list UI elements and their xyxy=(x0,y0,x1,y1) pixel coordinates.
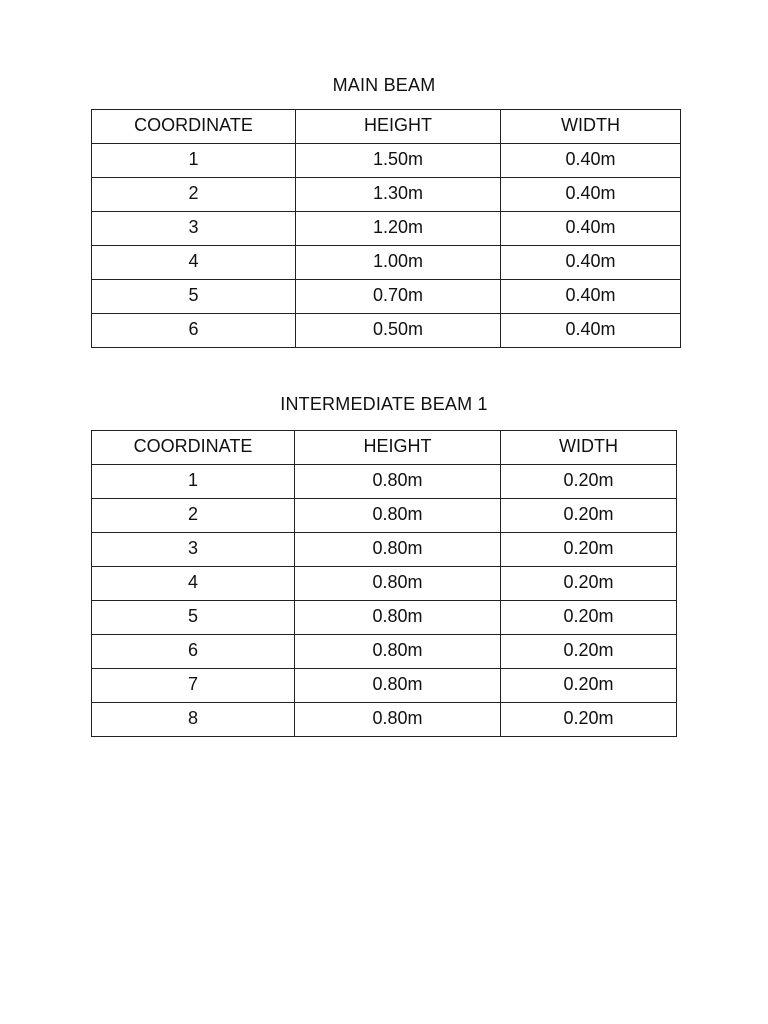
table-row xyxy=(92,601,677,635)
width-cell: 0.20m xyxy=(501,533,677,567)
table-row xyxy=(92,465,677,499)
width-cell: 0.40m xyxy=(501,178,681,212)
height-cell: 1.30m xyxy=(296,178,501,212)
coordinate-cell: 6 xyxy=(92,635,295,669)
column-header-coordinate: COORDINATE xyxy=(92,431,295,465)
table-row xyxy=(92,144,681,178)
height-cell: 0.80m xyxy=(295,635,501,669)
coordinate-cell: 4 xyxy=(92,567,295,601)
height-cell: 0.80m xyxy=(295,601,501,635)
coordinate-cell: 1 xyxy=(92,144,296,178)
height-cell: 1.00m xyxy=(296,246,501,280)
height-cell: 0.80m xyxy=(295,669,501,703)
coordinate-cell: 3 xyxy=(92,212,296,246)
width-cell: 0.20m xyxy=(501,567,677,601)
table-header-row xyxy=(92,431,677,465)
height-cell: 0.70m xyxy=(296,280,501,314)
table-row xyxy=(92,212,681,246)
height-cell: 1.20m xyxy=(296,212,501,246)
column-header-width: WIDTH xyxy=(501,431,677,465)
height-cell: 0.80m xyxy=(295,499,501,533)
table-row xyxy=(92,178,681,212)
column-header-width: WIDTH xyxy=(501,110,681,144)
width-cell: 0.40m xyxy=(501,314,681,348)
height-cell: 0.80m xyxy=(295,465,501,499)
width-cell: 0.20m xyxy=(501,635,677,669)
coordinate-cell: 7 xyxy=(92,669,295,703)
coordinate-cell: 3 xyxy=(92,533,295,567)
table-row xyxy=(92,246,681,280)
width-cell: 0.40m xyxy=(501,246,681,280)
coordinate-cell: 2 xyxy=(92,178,296,212)
table-row xyxy=(92,280,681,314)
intermediate-beam-table xyxy=(91,430,677,737)
main-beam-title: MAIN BEAM xyxy=(332,75,436,95)
height-cell: 0.80m xyxy=(295,567,501,601)
height-cell: 1.50m xyxy=(296,144,501,178)
width-cell: 0.20m xyxy=(501,601,677,635)
table-row xyxy=(92,533,677,567)
width-cell: 0.40m xyxy=(501,212,681,246)
height-cell: 0.80m xyxy=(295,703,501,737)
column-header-height: HEIGHT xyxy=(295,431,501,465)
column-header-coordinate: COORDINATE xyxy=(92,110,296,144)
intermediate-beam-title: INTERMEDIATE BEAM 1 xyxy=(280,394,488,414)
coordinate-cell: 6 xyxy=(92,314,296,348)
width-cell: 0.40m xyxy=(501,280,681,314)
main-beam-table xyxy=(91,109,681,348)
width-cell: 0.20m xyxy=(501,465,677,499)
coordinate-cell: 5 xyxy=(92,601,295,635)
width-cell: 0.20m xyxy=(501,669,677,703)
table-row xyxy=(92,669,677,703)
coordinate-cell: 5 xyxy=(92,280,296,314)
width-cell: 0.40m xyxy=(501,144,681,178)
coordinate-cell: 1 xyxy=(92,465,295,499)
height-cell: 0.50m xyxy=(296,314,501,348)
table-row xyxy=(92,567,677,601)
table-row xyxy=(92,499,677,533)
table-row xyxy=(92,314,681,348)
height-cell: 0.80m xyxy=(295,533,501,567)
width-cell: 0.20m xyxy=(501,499,677,533)
table-header-row xyxy=(92,110,681,144)
width-cell: 0.20m xyxy=(501,703,677,737)
coordinate-cell: 4 xyxy=(92,246,296,280)
table-row xyxy=(92,635,677,669)
table-row xyxy=(92,703,677,737)
coordinate-cell: 8 xyxy=(92,703,295,737)
coordinate-cell: 2 xyxy=(92,499,295,533)
column-header-height: HEIGHT xyxy=(296,110,501,144)
